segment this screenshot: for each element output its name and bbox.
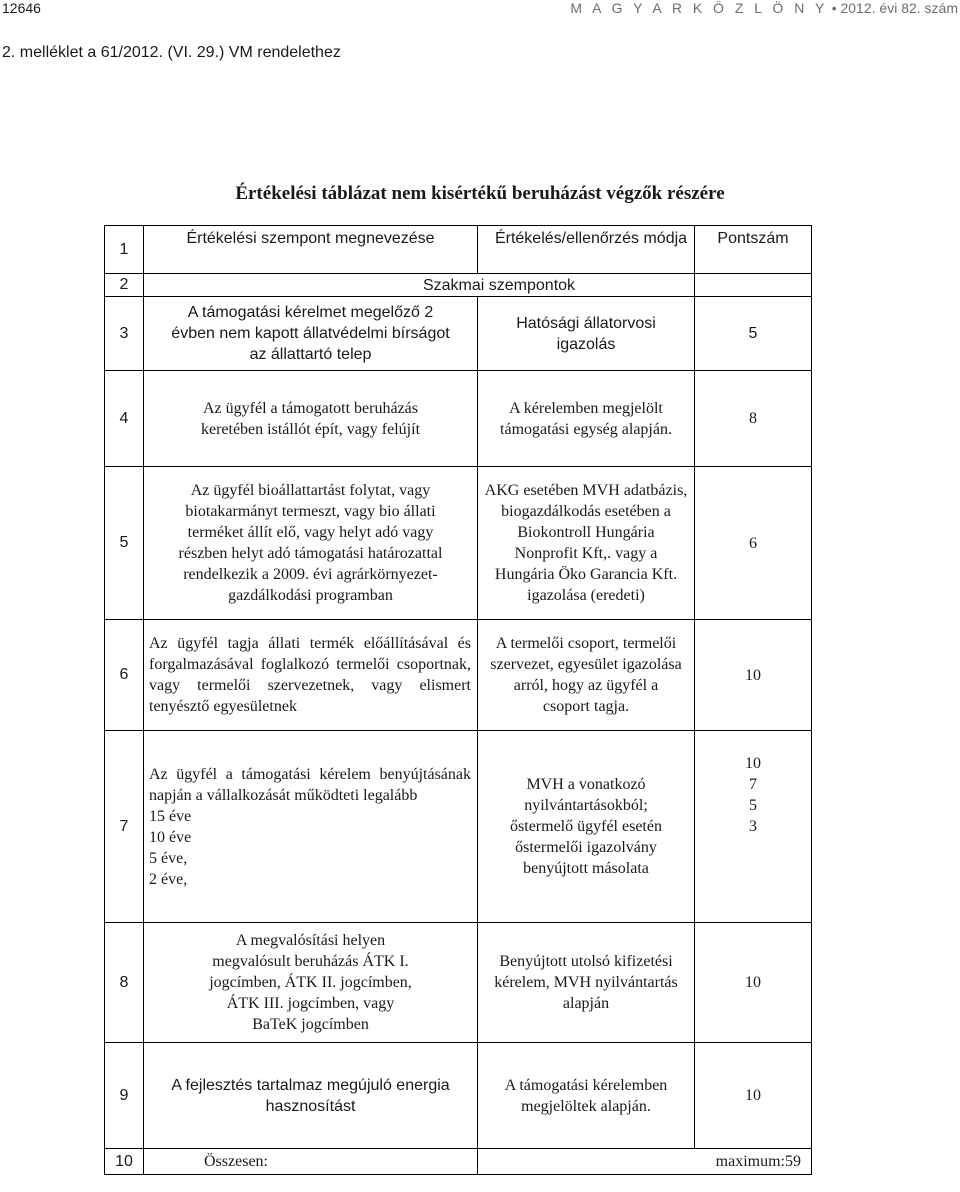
page-number: 12646 (2, 0, 41, 16)
criterion-cell: A megvalósítási helyen megvalósult beruházás ÁTK I. jogcímben, ÁTK II. jogcímben, ÁTK III. jogcímben, vagy BaTeK jogcímben (144, 923, 478, 1043)
journal-name: M A G Y A R K Ö Z L Ö N Y (570, 0, 828, 16)
points-cell: 10 (695, 923, 812, 1043)
table-row (105, 731, 812, 923)
table-row (105, 1043, 812, 1149)
row-number: 9 (105, 1043, 144, 1149)
points-cell: 6 (695, 467, 812, 620)
points-cell: 8 (695, 371, 812, 467)
duration-option: 5 éve, (149, 849, 188, 867)
method-cell: MVH a vonatkozó nyilvántartásokból; őstermelő ügyfél esetén őstermelői igazolvány benyújtott másolata (478, 731, 695, 923)
criterion-cell (144, 731, 478, 923)
criterion-cell: Az ügyfél bioállattartást folytat, vagy biotakarmányt termeszt, vagy bio állati terméket állít elő, vagy helyt adó vagy részben helyt adó támogatási határozattal rendelkezik a 2009. évi agrárkörnyezet-gazdálkodási programban (144, 467, 478, 620)
table-row (105, 297, 812, 371)
row-number: 8 (105, 923, 144, 1043)
duration-option: 15 éve (149, 807, 192, 825)
total-row (105, 1149, 812, 1175)
annex-reference: 2. melléklet a 61/2012. (VI. 29.) VM rendelethez (2, 44, 341, 61)
row-number: 10 (105, 1149, 144, 1175)
duration-options (149, 806, 471, 890)
method-cell: A kérelemben megjelölt támogatási egység alapján. (478, 371, 695, 467)
table-row (105, 923, 812, 1043)
duration-option: 2 éve, (149, 870, 188, 888)
criterion-cell: Az ügyfél tagja állati termék előállításával és forgalmazásával foglalkozó termelői csoportnak, vagy termelői szervezetnek, vagy elismert tenyésztő egyesületnek (144, 620, 478, 731)
header-points: Pontszám (695, 226, 812, 274)
total-label: Összesen: (144, 1149, 478, 1175)
row-number: 7 (105, 731, 144, 923)
points-cell: 10 (695, 1043, 812, 1149)
total-value: maximum:59 (478, 1149, 812, 1175)
bullet-separator: • (831, 0, 837, 16)
method-cell: Benyújtott utolsó kifizetési kérelem, MVH nyilvántartás alapján (478, 923, 695, 1043)
points-cell (695, 731, 812, 923)
issue-label: 2012. évi 82. szám (840, 0, 958, 16)
points-cell: 10 (695, 620, 812, 731)
points-value: 5 (749, 797, 757, 814)
row-number: 2 (105, 274, 144, 297)
section-label: Szakmai szempontok (144, 274, 695, 297)
section-row (105, 274, 812, 297)
points-value: 3 (749, 818, 757, 835)
method-cell: AKG esetében MVH adatbázis, biogazdálkodás esetében a Biokontroll Hungária Nonprofit Kft,. vagy a Hungária Öko Garancia Kft. igazolása (eredeti) (478, 467, 695, 620)
duration-option: 10 éve (149, 828, 192, 846)
empty-cell (695, 274, 812, 297)
criterion-cell: A fejlesztés tartalmaz megújuló energia hasznosítást (144, 1043, 478, 1149)
table-header-row (105, 226, 812, 274)
points-cell: 5 (695, 297, 812, 371)
criterion-cell: A támogatási kérelmet megelőző 2 évben nem kapott állatvédelmi bírságot az állattartó telep (144, 297, 478, 371)
row-number: 5 (105, 467, 144, 620)
table-row (105, 467, 812, 620)
criterion-text: Az ügyfél a támogatási kérelem benyújtásának napján a vállalkozását működteti legalább (149, 765, 471, 804)
row-number: 3 (105, 297, 144, 371)
points-value: 10 (745, 755, 761, 772)
table-row (105, 620, 812, 731)
header-criterion: Értékelési szempont megnevezése (144, 226, 478, 274)
evaluation-table (104, 225, 812, 1175)
table-row (105, 371, 812, 467)
row-number: 1 (105, 226, 144, 274)
document-title: Értékelési táblázat nem kisértékű beruházást végzők részére (235, 183, 725, 204)
header-method: Értékelés/ellenőrzés módja (478, 226, 695, 274)
points-value: 7 (749, 776, 757, 793)
method-cell: A termelői csoport, termelői szervezet, egyesület igazolása arról, hogy az ügyfél a csoport tagja. (478, 620, 695, 731)
method-cell: Hatósági állatorvosi igazolás (478, 297, 695, 371)
method-cell: A támogatási kérelemben megjelöltek alapján. (478, 1043, 695, 1149)
criterion-cell: Az ügyfél a támogatott beruházás keretében istállót épít, vagy felújít (144, 371, 478, 467)
row-number: 4 (105, 371, 144, 467)
journal-header (570, 0, 958, 16)
row-number: 6 (105, 620, 144, 731)
